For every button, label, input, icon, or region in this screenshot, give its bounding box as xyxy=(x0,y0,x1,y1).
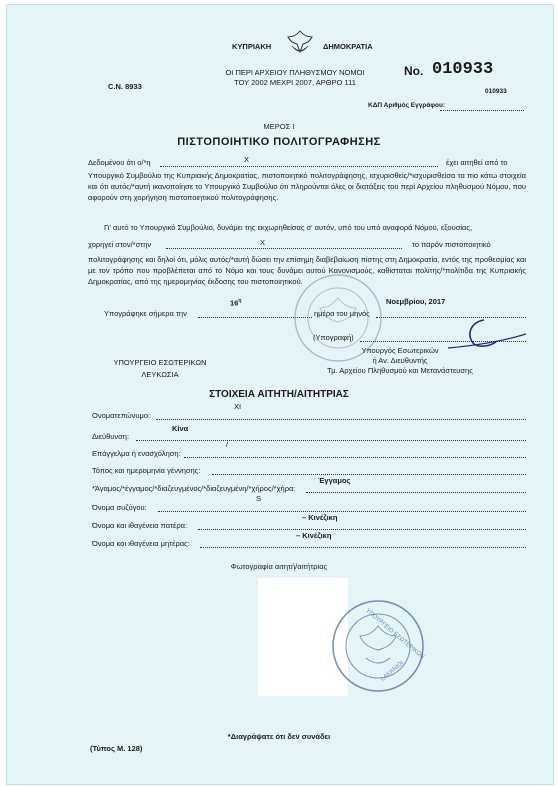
part-label: ΜΕΡΟΣ Ι xyxy=(263,122,295,131)
sign-role-1: Υπουργός Εσωτερικών xyxy=(361,346,439,355)
country-right: ΔΗΜΟΚΡΑΤΙΑ xyxy=(323,42,373,51)
para1-end: έχει αιτηθεί από το xyxy=(446,158,508,167)
field-label-occupation: Επάγγελμα ή ενασχόληση: xyxy=(92,449,181,458)
para2-line1: Γι' αυτό το Υπουργικό Συμβούλιο, δυνάμει της εκχωρηθείσας σ' αυτόν, υπό του υπό αναφορά Νόμου, εξουσίας, xyxy=(104,223,473,232)
law-line-1: ΟΙ ΠΕΡΙ ΑΡΧΕΙΟΥ ΠΛΗΘΥΣΜΟΥ ΝΟΜΟΙ xyxy=(225,68,365,77)
field-value-father: – Κινέζικη xyxy=(302,513,338,522)
field-line-occupation xyxy=(184,457,526,458)
ministry-line-2: ΛΕΥΚΩΣΙΑ xyxy=(141,370,179,379)
field-value-name: XI xyxy=(234,402,242,411)
field-label-father: Όνομα και ιθαγένεια πατέρα: xyxy=(92,521,188,530)
signature-label: (Υπογραφή) xyxy=(313,333,354,342)
para1-x: X xyxy=(244,155,250,164)
para2-body: πολιτογράφησης και δηλοί ότι, μόλις αυτός/*αυτή δώσει την επίσημη διαβεβαίωση πίστης στη Δημοκρατία, εντός της προθεσμίας και με τον τρόπο που προβλέπεται από το Νόμο και τους δυνάμει αυτού Κανονισμούς, καθίσταται πολίτης/*πολίτιδα της Κυπριακής Δημοκρατίας, από της ημερομηνίας έκδοσης του πιστοποιητικού. xyxy=(88,255,526,286)
field-line-marital xyxy=(306,492,526,493)
field-value-spouse: S xyxy=(256,494,262,503)
signing-label: Υπογράφηκε σήμερα την xyxy=(104,309,187,318)
para2-x: X xyxy=(260,238,266,247)
grantee-dotted-line xyxy=(166,248,402,249)
field-line-spouse xyxy=(158,511,526,512)
field-value-address: Κίνα xyxy=(172,424,189,433)
field-line-birth xyxy=(212,474,526,475)
sign-role-3: Τμ. Αρχείου Πληθυσμού και Μετανάστευσης xyxy=(327,366,473,375)
field-line-address xyxy=(136,440,526,441)
field-line-name xyxy=(156,419,526,420)
field-value-mother: – Κινέζικη xyxy=(296,531,332,540)
applicant-name-dotted-line xyxy=(160,166,438,167)
stamp-top-text: ΥΠΟΥΡΓΕΙΟ ΕΣΩΤΕΡΙΚΩΝ xyxy=(364,608,426,661)
signing-day xyxy=(230,297,241,308)
form-number: (Τύπος Μ. 128) xyxy=(90,744,143,753)
applicant-heading: ΣΤΟΙΧΕΙΑ ΑΙΤΗΤΗ/ΑΙΤΗΤΡΙΑΣ xyxy=(209,389,349,400)
para2-grant-end: το παρόν πιστοποιητικό xyxy=(412,240,491,249)
law-line-2: ΤΟΥ 2002 ΜΕΧΡΙ 2007, ΑΡΘΡΟ 111 xyxy=(234,78,356,87)
country-left: ΚΥΠΡΙΑΚΗ xyxy=(232,42,272,51)
signing-month-year: Νοεμβρίου, 2017 xyxy=(386,297,446,306)
para1-start: Δεδομένου ότι ο/*η xyxy=(88,158,151,167)
cn-number: C.N. 8933 xyxy=(108,82,142,91)
serial-number-small: 010933 xyxy=(485,88,507,95)
certificate-title: ΠΙΣΤΟΠΟΙΗΤΙΚΟ ΠΟΛΙΤΟΓΡΑΦΗΣΗΣ xyxy=(177,136,381,148)
signing-day-value: 16 xyxy=(230,298,239,308)
kdp-label: ΚΔΠ Αριθμός Εγγράφου: xyxy=(368,102,445,109)
field-label-name: Ονοματεπώνυμο: xyxy=(92,411,151,420)
field-value-marital: Έγγαμος xyxy=(318,476,351,485)
field-label-address: Διεύθυνση: xyxy=(92,432,130,441)
serial-prefix: No. xyxy=(404,64,424,78)
photo-label: Φωτογραφία αιτητή/αιτήτριας xyxy=(230,562,328,571)
sign-role-2: ή Αν. Διευθυντής xyxy=(372,356,428,365)
signing-day-suffix: η xyxy=(238,298,242,304)
stamp-bottom-text: LAKANIOI xyxy=(380,660,406,683)
ministry-line-1: ΥΠΟΥΡΓΕΙΟ ΕΣΩΤΕΡΙΚΩΝ xyxy=(113,358,207,367)
field-label-birth: Τόπος και ημερομηνία γέννησης: xyxy=(92,466,201,475)
signature-dotted-line xyxy=(360,341,526,342)
field-line-mother xyxy=(200,547,526,548)
para1-body: Υπουργικό Συμβούλιο της Κυπριακής Δημοκρατίας, πιστοποιητικό πολιτογράφησης, ισχυρισθείς/*ισχυρισθείσα τα πιο κάτω στοιχεία και ότι αυτός/*αυτή ικανοποίησε το Υπουργικό Συμβούλιο ότι πληρούνται όλες οι διατάξεις του περί Αρχείου πληθυσμού Νόμου, που αφορούν στη χορήγηση πιστοποιητικού πολιτογράφησης. xyxy=(88,171,526,202)
signing-day-label: ημέρα του μηνός xyxy=(314,309,370,318)
field-label-mother: Όνομα και ιθαγένεια μητέρας: xyxy=(92,539,190,548)
kdp-dotted-line xyxy=(440,110,524,111)
serial-number: 010933 xyxy=(432,60,494,79)
para2-grant-start: χορηγεί στον/*στην xyxy=(88,240,152,249)
field-label-spouse: Όνομα συζύγου: xyxy=(92,503,147,512)
field-line-father xyxy=(198,529,526,530)
field-label-marital: *Άγαμος/*έγγαμος/*διαζευγμένος/*διαζευγμένη/*χήρος/*χήρα: xyxy=(92,484,296,493)
coat-of-arms-icon xyxy=(284,28,316,56)
footnote: *Διαγράψατε ότι δεν συνάδει xyxy=(227,732,331,741)
field-value-occupation: / xyxy=(226,440,229,449)
